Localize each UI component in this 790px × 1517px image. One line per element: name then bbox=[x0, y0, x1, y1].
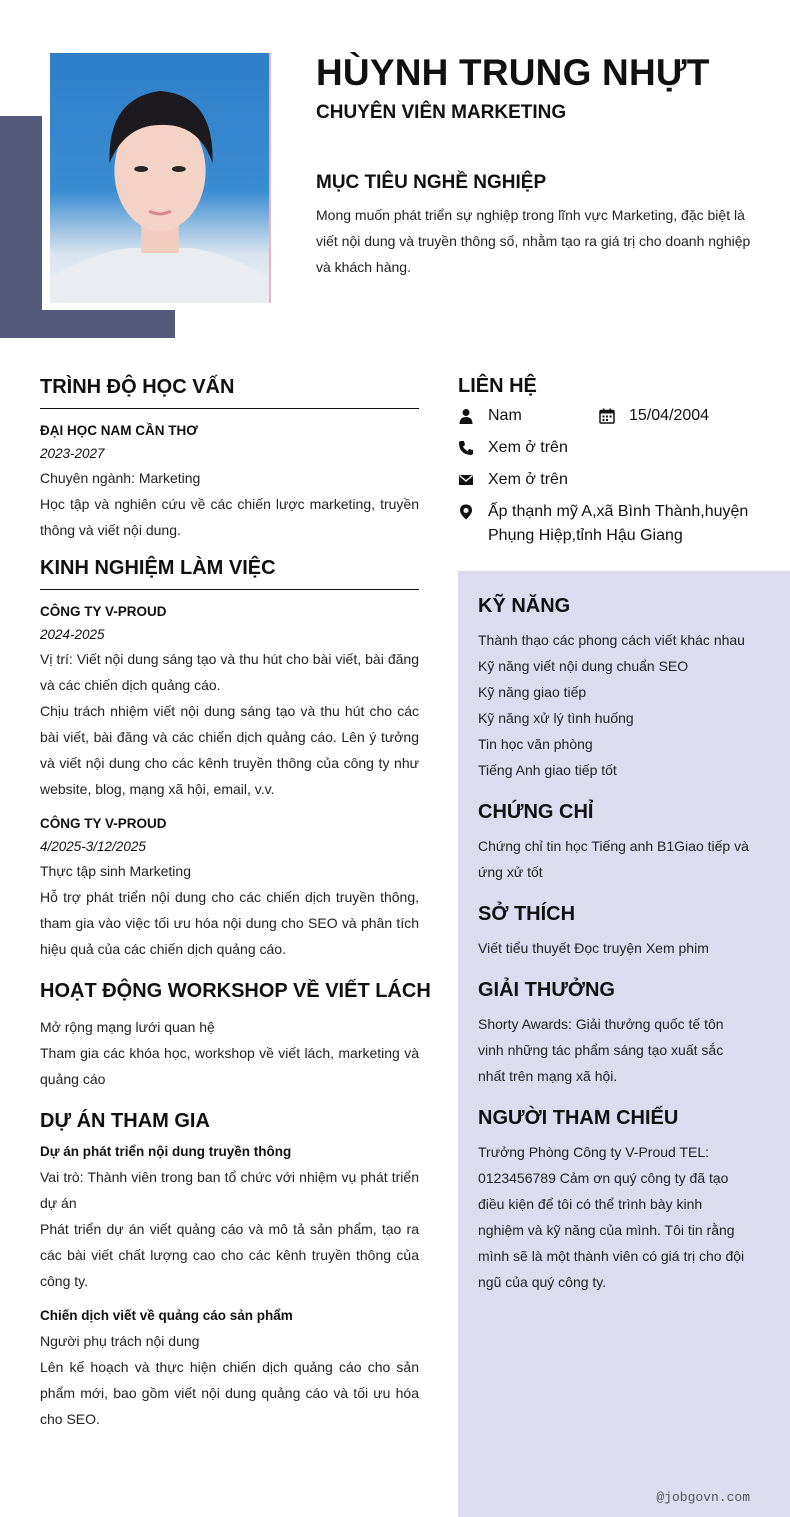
skill-item: Tin học văn phòng bbox=[478, 736, 593, 752]
experience-company: CÔNG TY V-PROUD bbox=[40, 816, 167, 831]
workshop-heading: HOẠT ĐỘNG WORKSHOP VỀ VIẾT LÁCH bbox=[40, 980, 431, 1002]
education-major: Chuyên ngành: Marketing bbox=[40, 470, 201, 486]
awards-heading: GIẢI THƯỞNG bbox=[478, 979, 615, 1001]
skill-item: Kỹ năng giao tiếp bbox=[478, 684, 587, 700]
experience-item bbox=[40, 600, 419, 802]
contact-address-value: Ấp thạnh mỹ A,xã Bình Thành,huyện Phụng Hiệp,tỉnh Hậu Giang bbox=[488, 503, 749, 544]
objective-text: Mong muốn phát triển sự nghiệp trong lĩnh vực Marketing, đặc biệt là viết nội dung và truyền thông số, nhằm tạo ra giá trị cho doanh nghiệp và khách hàng. bbox=[316, 207, 751, 275]
education-school: ĐẠI HỌC NAM CẦN THƠ bbox=[40, 423, 198, 438]
watermark: @jobgovn.com bbox=[656, 1490, 750, 1505]
accent-bar-horizontal bbox=[0, 310, 175, 338]
experience-role: Thực tập sinh Marketing bbox=[40, 863, 191, 879]
experience-desc: Hỗ trợ phát triển nội dung cho các chiến dịch truyền thông, tham gia vào việc tối ưu hóa nội dung cho SEO và phân tích hiệu quả của các chiến dịch quảng cáo. bbox=[40, 889, 419, 957]
education-desc: Học tập và nghiên cứu về các chiến lược marketing, truyền thông và viết nội dung. bbox=[40, 496, 419, 538]
experience-period: 2024-2025 bbox=[40, 627, 105, 642]
experience-desc: Chịu trách nhiệm viết nội dung sáng tạo và thu hút cho các bài viết, bài đăng và các chiến dịch quảng cáo. Lên ý tưởng và viết nội dung cho các kênh truyền thông của công ty như website, blog, mạng xã hội, email, v.v. bbox=[40, 703, 419, 797]
contact-gender-value: Nam bbox=[488, 407, 522, 424]
certificates-text: Chứng chỉ tin học Tiếng anh B1Giao tiếp và ứng xử tốt bbox=[478, 838, 749, 880]
education-period: 2023-2027 bbox=[40, 446, 105, 461]
projects-heading: DỰ ÁN THAM GIA bbox=[40, 1110, 210, 1132]
project-desc: Phát triển dự án viết quảng cáo và mô tả sản phẩm, tạo ra các bài viết chất lượng cao cho các kênh truyền thông của công ty. bbox=[40, 1221, 419, 1289]
contact-birthday-value: 15/04/2004 bbox=[629, 407, 710, 424]
experience-period: 4/2025-3/12/2025 bbox=[40, 839, 146, 854]
project-role: Người phụ trách nội dung bbox=[40, 1333, 200, 1349]
contact-heading: LIÊN HỆ bbox=[458, 375, 537, 397]
certificates-heading: CHỨNG CHỈ bbox=[478, 801, 594, 823]
contact-phone bbox=[458, 436, 568, 460]
contact-email bbox=[458, 468, 568, 492]
project-title: Dự án phát triển nội dung truyền thông bbox=[40, 1144, 292, 1159]
envelope-icon bbox=[458, 468, 488, 492]
contact-email-value: Xem ở trên bbox=[488, 471, 568, 488]
contact-gender bbox=[458, 404, 522, 428]
references-heading: NGƯỜI THAM CHIẾU bbox=[478, 1107, 679, 1129]
skill-item: Kỹ năng viết nội dung chuẩn SEO bbox=[478, 658, 689, 674]
education-heading: TRÌNH ĐỘ HỌC VẤN bbox=[40, 372, 419, 409]
hobbies-text: Viết tiểu thuyết Đọc truyện Xem phim bbox=[478, 940, 709, 956]
workshop-line: Mở rộng mạng lưới quan hệ bbox=[40, 1019, 215, 1035]
objective-heading: MỤC TIÊU NGHỀ NGHIỆP bbox=[316, 172, 547, 193]
skills-heading: KỸ NĂNG bbox=[478, 595, 571, 617]
hobbies-heading: SỞ THÍCH bbox=[478, 903, 576, 925]
side-panel bbox=[458, 571, 790, 1517]
experience-role: Vị trí: Viết nội dung sáng tạo và thu hút cho bài viết, bài đăng và các chiến dịch quảng cáo. bbox=[40, 651, 419, 693]
candidate-name: HÙYNH TRUNG NHỰT bbox=[316, 52, 710, 93]
skill-item: Kỹ năng xử lý tình huống bbox=[478, 710, 634, 726]
contact-address bbox=[458, 500, 758, 548]
project-title: Chiến dịch viết về quảng cáo sản phẩm bbox=[40, 1308, 293, 1323]
contact-phone-value: Xem ở trên bbox=[488, 439, 568, 456]
experience-heading: KINH NGHIỆM LÀM VIỆC bbox=[40, 553, 419, 590]
references-text: Trưởng Phòng Công ty V-Proud TEL: 0123456789 Cảm ơn quý công ty đã tạo điều kiện để tôi có thể trình bày kinh nghiệm và kỹ năng của mình. Tôi tin rằng mình sẽ là một thành viên có giá trị cho đội ngũ của quý công ty. bbox=[478, 1144, 745, 1290]
project-item bbox=[40, 1140, 419, 1294]
skill-item: Tiếng Anh giao tiếp tốt bbox=[478, 762, 617, 778]
left-column bbox=[40, 372, 431, 1432]
person-icon bbox=[458, 404, 488, 428]
contact-birthday bbox=[599, 404, 709, 428]
project-desc: Lên kế hoạch và thực hiện chiến dịch quảng cáo cho sản phẩm mới, bao gồm viết nội dung quảng cáo và tối ưu hóa cho SEO. bbox=[40, 1359, 419, 1427]
experience-company: CÔNG TY V-PROUD bbox=[40, 604, 167, 619]
accent-bar-vertical bbox=[0, 116, 42, 338]
workshop-line: Tham gia các khóa học, workshop về viết lách, marketing và quảng cáo bbox=[40, 1045, 419, 1087]
experience-item bbox=[40, 812, 419, 962]
phone-icon bbox=[458, 436, 488, 460]
skill-item: Thành thạo các phong cách viết khác nhau bbox=[478, 632, 745, 648]
location-pin-icon bbox=[458, 500, 488, 524]
project-role: Vai trò: Thành viên trong ban tổ chức với nhiệm vụ phát triển dự án bbox=[40, 1169, 419, 1211]
profile-photo bbox=[50, 53, 271, 303]
candidate-job-title: CHUYÊN VIÊN MARKETING bbox=[316, 102, 567, 123]
project-item bbox=[40, 1304, 419, 1432]
awards-text: Shorty Awards: Giải thưởng quốc tế tôn vinh những tác phẩm sáng tạo xuất sắc nhất trên mạng xã hội. bbox=[478, 1016, 724, 1084]
calendar-icon bbox=[599, 404, 629, 428]
